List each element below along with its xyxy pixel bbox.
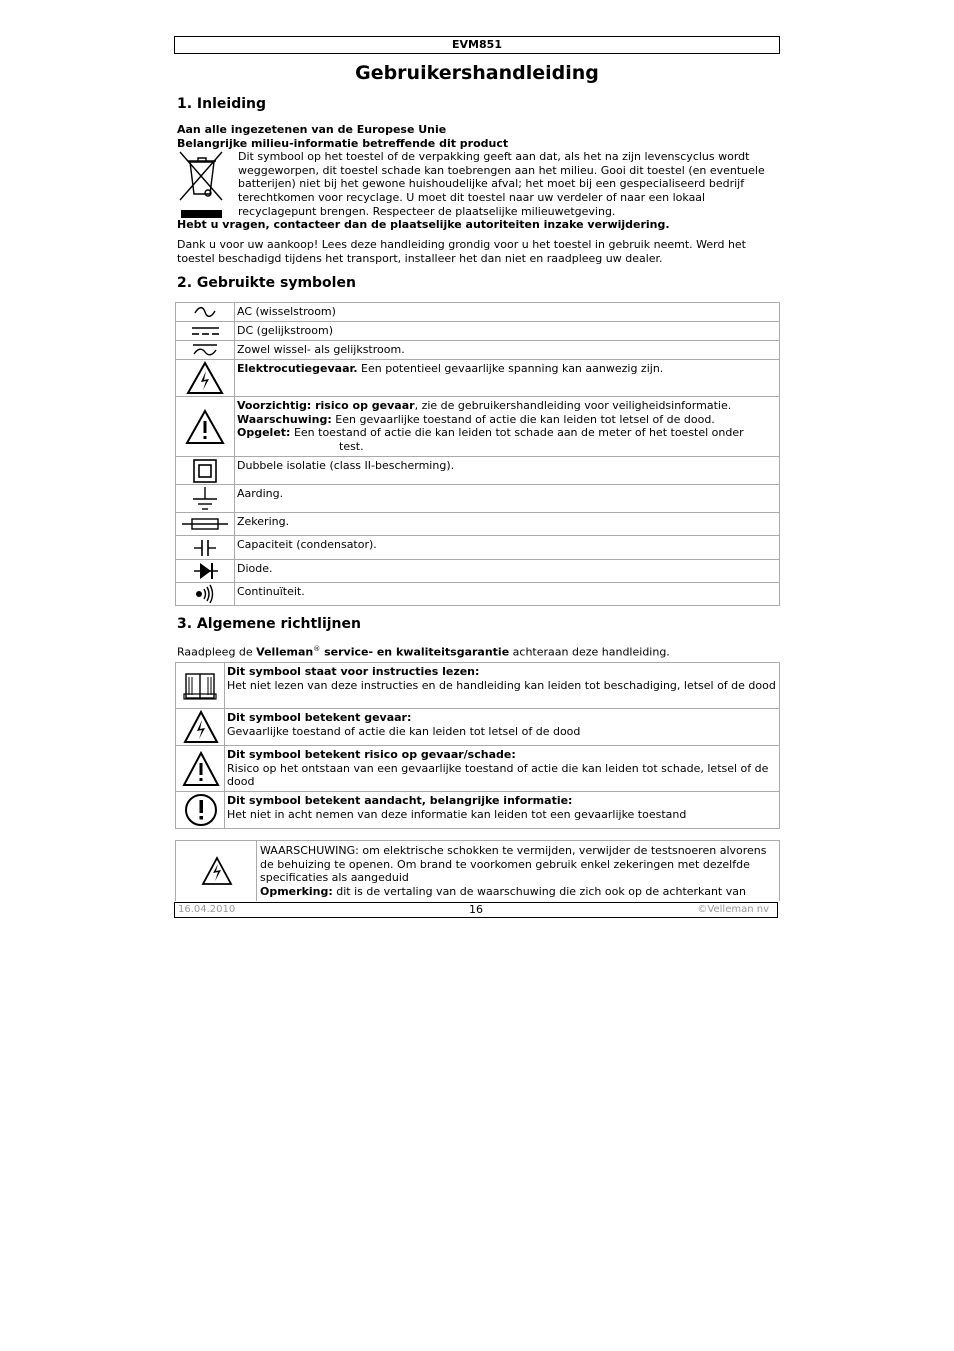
footer-page-number: 16 — [469, 903, 483, 916]
continuity-icon — [176, 583, 235, 606]
weee-contact: Hebt u vragen, contacteer dan de plaatselijke autoriteiten inzake verwijdering. — [177, 218, 670, 231]
table-row — [176, 397, 780, 457]
table-row — [176, 792, 780, 829]
symbol-description: Dubbele isolatie (class II-bescherming). — [235, 457, 780, 485]
electrocution-icon — [176, 841, 256, 901]
dc-icon — [176, 322, 235, 341]
guideline-head: Dit symbool betekent aandacht, belangrijke informatie: — [227, 794, 573, 807]
guideline-head: Dit symbool betekent gevaar: — [227, 711, 412, 724]
attention-icon — [176, 792, 225, 829]
page-title: Gebruikershandleiding — [355, 62, 599, 84]
symbol-description: Diode. — [235, 560, 780, 583]
caution-text: , zie de gebruikershandleiding voor veiligheidsinformatie. — [414, 399, 732, 412]
electrocution-icon — [176, 360, 235, 397]
double-insulation-icon — [176, 457, 235, 485]
caution-icon — [176, 397, 235, 457]
warning-text: Een gevaarlijke toestand of actie die kan leiden tot letsel of de dood. — [331, 412, 715, 426]
guarantee-intro — [177, 643, 777, 659]
symbols-table — [175, 302, 780, 606]
ac-dc-icon — [176, 341, 235, 360]
symbol-description — [235, 360, 780, 397]
section-heading-richtlijnen: 3. Algemene richtlijnen — [177, 616, 361, 632]
fuse-icon — [176, 513, 235, 536]
warning-label: Waarschuwing: — [237, 412, 332, 426]
guideline-body: Gevaarlijke toestand of actie die kan leiden tot letsel of de dood — [227, 724, 581, 738]
table-row — [176, 583, 780, 606]
attention-text-cont: test. — [339, 440, 364, 454]
thanks-paragraph: Dank u voor uw aankoop! Lees deze handleiding grondig voor u het toestel in gebruik neemt. Werd het toestel beschadigd tijdens het transport, installeer het dan niet en raadpleeg uw dealer. — [177, 238, 746, 265]
table-row — [176, 536, 780, 560]
symbol-text: Een potentieel gevaarlijke spanning kan aanwezig zijn. — [357, 362, 664, 375]
table-row — [176, 746, 780, 792]
guideline-head: Dit symbool staat voor instructies lezen: — [227, 665, 480, 678]
table-row — [176, 303, 780, 322]
guideline-body: Het niet lezen van deze instructies en de handleiding kan leiden tot beschadiging, letsel of de dood — [227, 678, 776, 692]
guideline-description — [225, 663, 780, 709]
table-row — [176, 341, 780, 360]
capacitor-icon — [176, 536, 235, 560]
caution-icon — [176, 746, 225, 792]
page-footer — [174, 902, 778, 918]
model-header: EVM851 — [174, 36, 780, 54]
intro-pre: Raadpleeg de — [177, 645, 257, 659]
table-row — [176, 322, 780, 341]
symbol-description — [235, 397, 780, 457]
table-row — [176, 485, 780, 513]
guidelines-table — [175, 662, 780, 829]
symbol-description: Zowel wissel- als gelijkstroom. — [235, 341, 780, 360]
symbol-description: AC (wisselstroom) — [235, 303, 780, 322]
intro-reg: ® — [313, 645, 321, 653]
symbol-bold-label: Elektrocutiegevaar. — [237, 362, 358, 375]
table-row — [176, 709, 780, 746]
intro-bold: service- en kwaliteitsgarantie — [320, 645, 510, 659]
weee-body: Dit symbool op het toestel of de verpakking geeft aan dat, als het na zijn levenscyclus wordt weggeworpen, dit toestel schade kan toebrengen aan het milieu. Gooi dit toestel (en eventuele batterijen) niet bij het gewone huishoudelijke afval; het moet bij een gespecialiseerd bedrijf terechtkomen voor recyclage. U moet dit toestel naar uw verdeler of naar een lokaal recyclagepunt brengen. Respecteer de plaatselijke milieuwetgeving. — [238, 150, 765, 218]
ground-icon — [176, 485, 235, 513]
guideline-description — [225, 746, 780, 792]
table-row — [176, 360, 780, 397]
weee-line-2: Belangrijke milieu-informatie betreffende dit product — [177, 137, 509, 150]
symbol-description: DC (gelijkstroom) — [235, 322, 780, 341]
footer-date: 16.04.2010 — [178, 904, 236, 915]
note-text: dit is de vertaling van de waarschuwing die zich ook op de achterkant van — [332, 885, 746, 899]
symbol-description: Zekering. — [235, 513, 780, 536]
weee-line-1: Aan alle ingezetenen van de Europese Unie — [177, 123, 447, 136]
symbol-description: Aarding. — [235, 485, 780, 513]
electrocution-icon — [176, 709, 225, 746]
attention-label: Opgelet: — [237, 426, 291, 440]
book-icon — [176, 663, 225, 709]
table-row — [176, 513, 780, 536]
guideline-description — [225, 792, 780, 829]
warning-icon-cell — [176, 841, 257, 901]
footer-copyright: ©Velleman nv — [697, 904, 769, 915]
caution-label: Voorzichtig: risico op gevaar — [237, 399, 415, 412]
table-row — [176, 560, 780, 583]
weee-bin-icon — [178, 150, 226, 220]
intro-post: achteraan deze handleiding. — [509, 645, 670, 659]
table-row — [176, 457, 780, 485]
ac-icon — [176, 303, 235, 322]
section-heading-inleiding: 1. Inleiding — [177, 96, 267, 112]
warning-box — [175, 840, 780, 901]
diode-icon — [176, 560, 235, 583]
guideline-body: Risico op het ontstaan van een gevaarlijke toestand of actie die kan leiden tot schade, letsel of de dood — [227, 761, 769, 789]
guideline-body: Het niet in acht nemen van deze informatie kan leiden tot een gevaarlijke toestand — [227, 807, 687, 821]
attention-text: Een toestand of actie die kan leiden tot schade aan de meter of het toestel onder — [290, 426, 744, 440]
warning-text: WAARSCHUWING: om elektrische schokken te vermijden, verwijder de testsnoeren alvorens de behuizing te openen. Om brand te voorkomen gebruik enkel zekeringen met dezelfde specificaties als aangeduid — [260, 844, 767, 885]
note-label: Opmerking: — [260, 885, 333, 899]
section-heading-symbolen: 2. Gebruikte symbolen — [177, 275, 356, 291]
guideline-head: Dit symbool betekent risico op gevaar/schade: — [227, 748, 516, 761]
symbol-description: Continuïteit. — [235, 583, 780, 606]
symbol-description: Capaciteit (condensator). — [235, 536, 780, 560]
intro-brand: Velleman — [256, 645, 314, 659]
guideline-description — [225, 709, 780, 746]
table-row — [176, 663, 780, 709]
